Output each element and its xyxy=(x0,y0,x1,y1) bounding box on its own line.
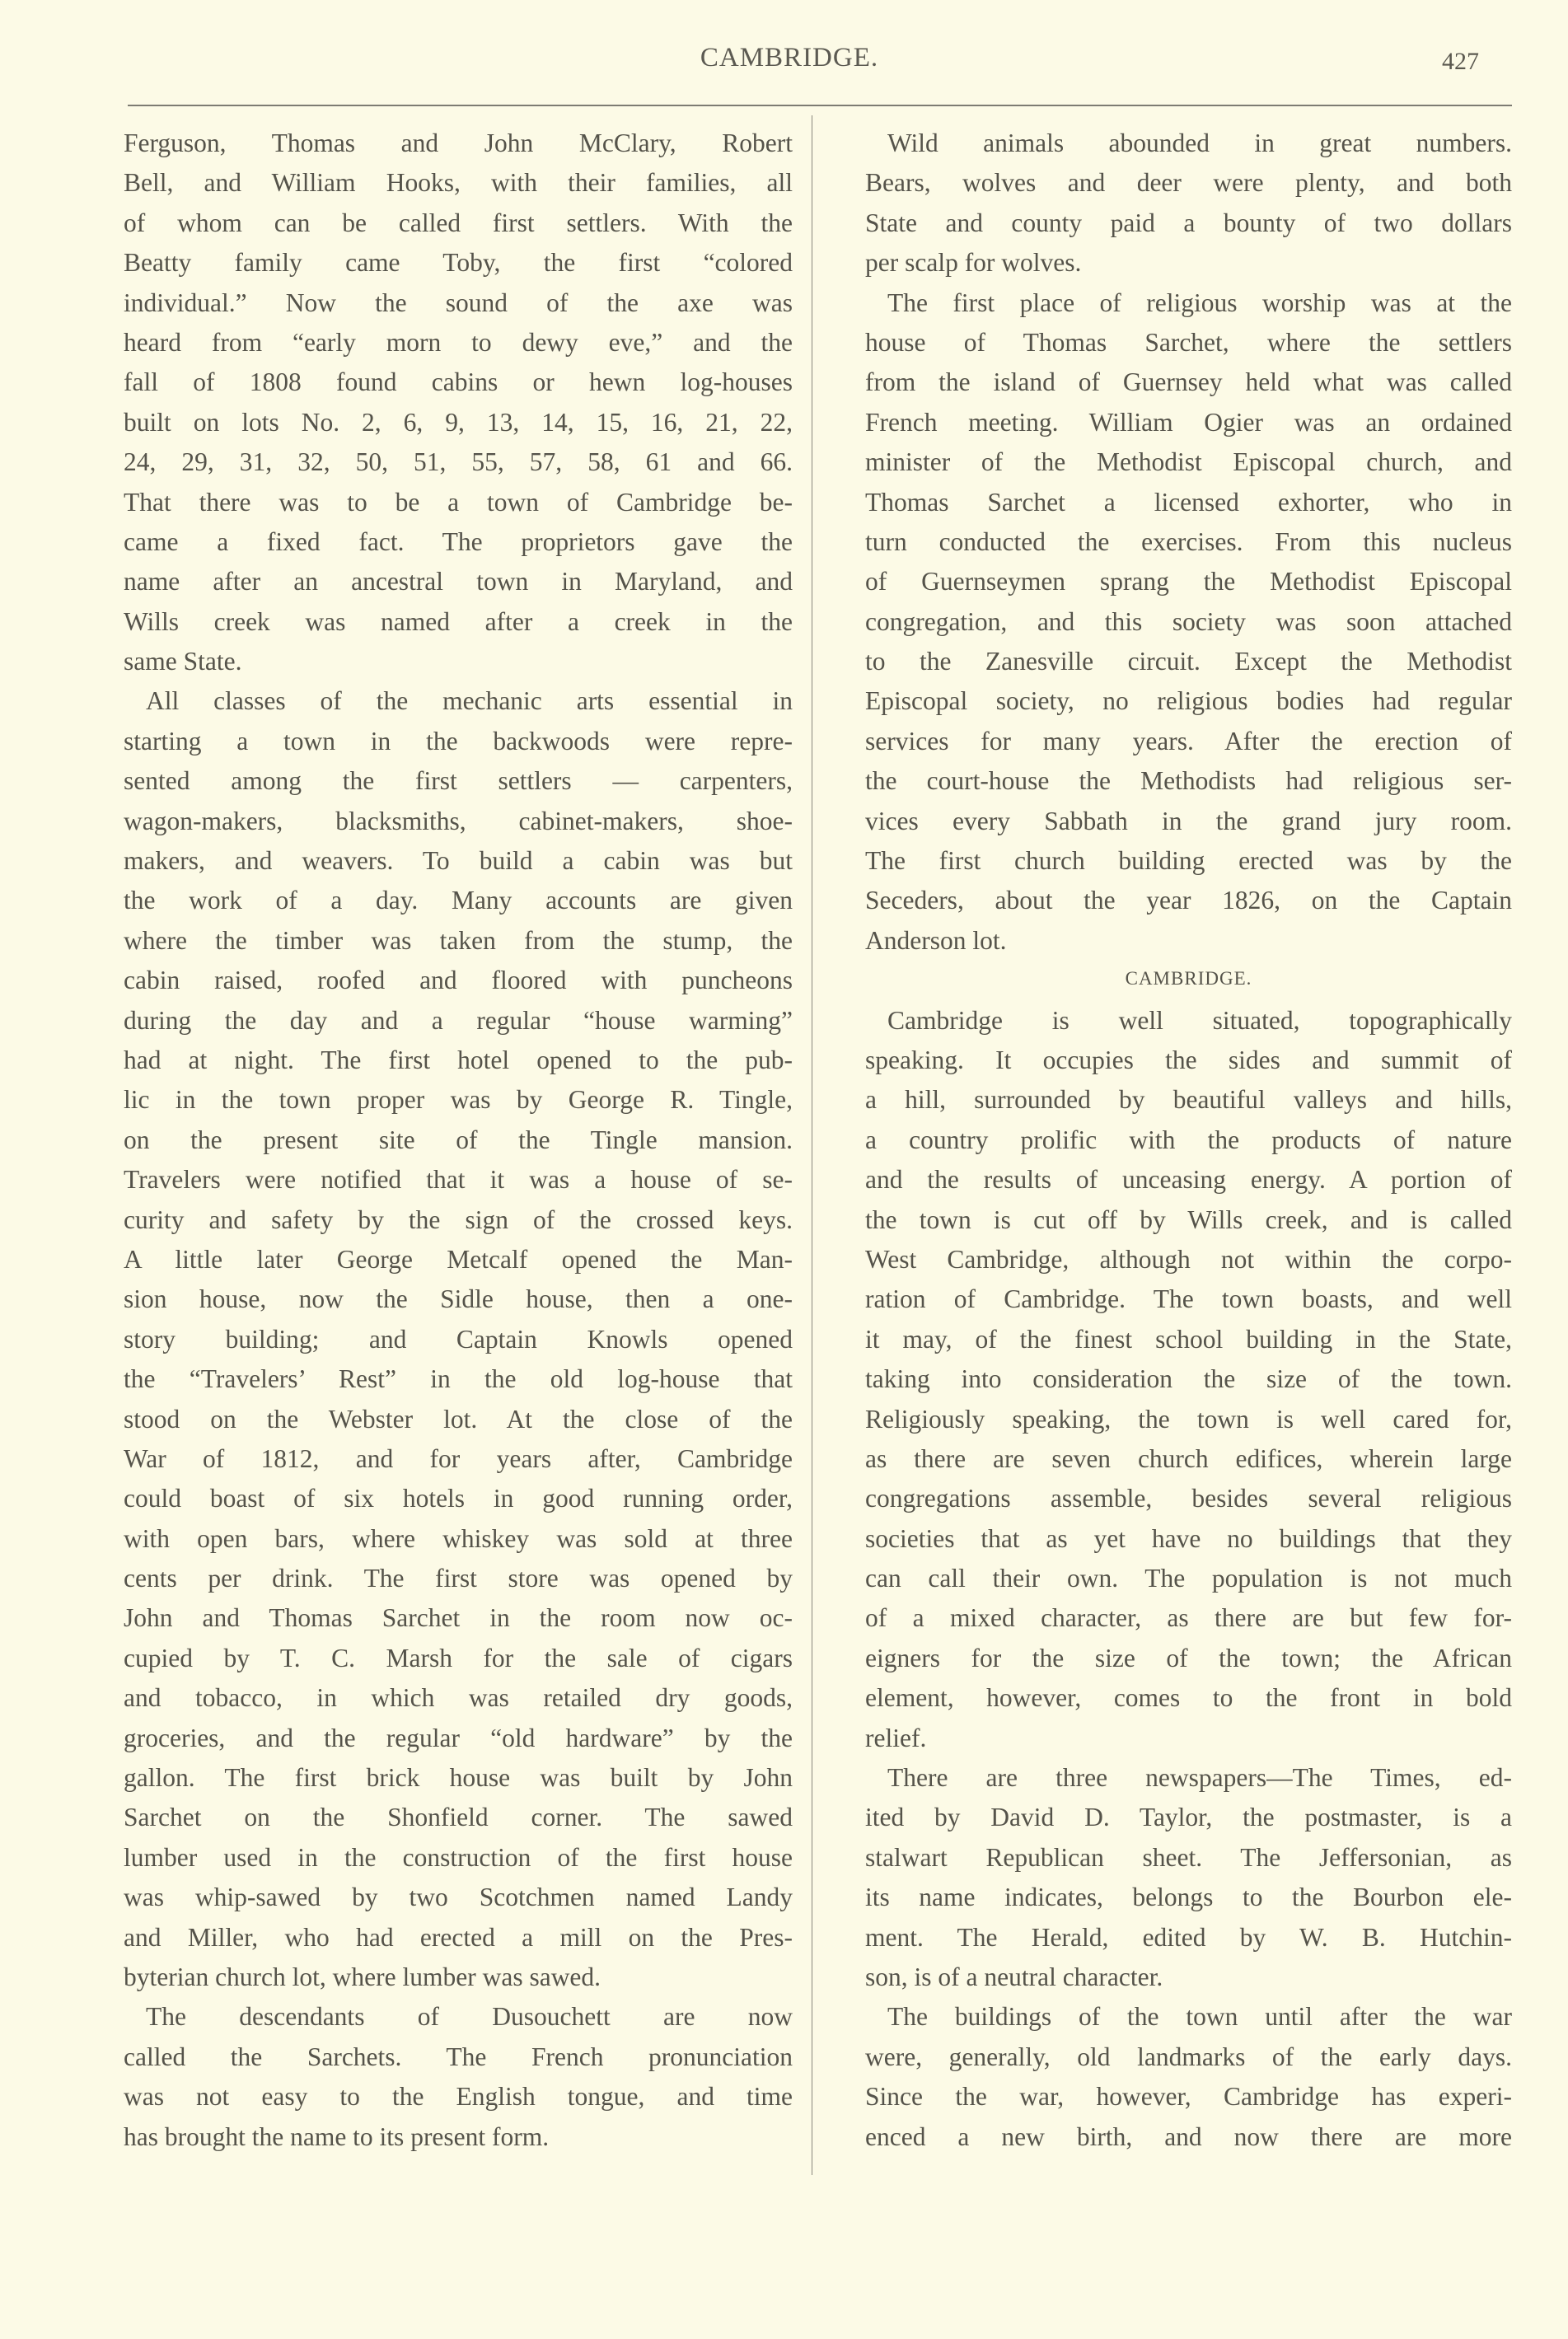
text-line: name after an ancestral town in Maryland, and xyxy=(124,567,793,596)
text-line: Seceders, about the year 1826, on the Captain xyxy=(865,886,1512,915)
text-line: eigners for the size of the town; the African xyxy=(865,1643,1512,1672)
text-line: Since the war, however, Cambridge has experi- xyxy=(865,2082,1512,2112)
text-line: A little later George Metcalf opened the Man- xyxy=(124,1244,793,1274)
text-line: congregations assemble, besides several religious xyxy=(865,1484,1512,1513)
text-line: son, is of a neutral character. xyxy=(865,1962,1163,1991)
text-line: Wills creek was named after a creek in the xyxy=(124,606,793,636)
text-line: societies that as yet have no buildings that they xyxy=(865,1523,1512,1553)
text-line: per scalp for wolves. xyxy=(865,248,1082,278)
text-line: had at night. The first hotel opened to the pub- xyxy=(124,1045,793,1074)
text-line: There are three newspapers—The Times, ed- xyxy=(887,1763,1512,1793)
text-line: byterian church lot, where lumber was sawed. xyxy=(124,1962,601,1991)
text-line: The buildings of the town until after the war xyxy=(887,2002,1512,2032)
text-line: groceries, and the regular “old hardware” by the xyxy=(124,1723,793,1752)
text-line: house of Thomas Sarchet, where the settlers xyxy=(865,327,1512,357)
text-line: 24, 29, 31, 32, 50, 51, 55, 57, 58, 61 and 66. xyxy=(124,447,793,477)
text-line: of whom can be called first settlers. With the xyxy=(124,208,793,237)
text-line: heard from “early morn to dewy eve,” and the xyxy=(124,327,793,357)
text-line: as there are seven church edifices, wherein large xyxy=(865,1443,1512,1473)
paragraph xyxy=(865,1997,1512,2157)
text-line: was whip-sawed by two Scotchmen named Landy xyxy=(124,1883,793,1912)
text-line: fall of 1808 found cabins or hewn log-houses xyxy=(124,367,793,397)
text-line: West Cambridge, although not within the corpo- xyxy=(865,1244,1512,1274)
text-line: stood on the Webster lot. At the close of the xyxy=(124,1404,793,1434)
text-line: has brought the name to its present form. xyxy=(124,2121,550,2151)
text-line: taking into consideration the size of the town. xyxy=(865,1364,1512,1394)
page-header xyxy=(0,43,1568,84)
text-line: makers, and weavers. To build a cabin was but xyxy=(124,846,793,876)
paragraph xyxy=(865,1001,1512,1758)
text-line: Beatty family came Toby, the first “colored xyxy=(124,248,793,278)
text-line: lic in the town proper was by George R. Tingle, xyxy=(124,1085,793,1115)
text-line: curity and safety by the sign of the crossed keys. xyxy=(124,1205,793,1234)
text-line: its name indicates, belongs to the Bourbon ele- xyxy=(865,1883,1512,1912)
text-line: wagon-makers, blacksmiths, cabinet-makers, shoe- xyxy=(124,806,793,835)
text-line: ited by David D. Taylor, the postmaster, is a xyxy=(865,1803,1512,1832)
text-line: sion house, now the Sidle house, then a one- xyxy=(124,1284,793,1314)
text-line: individual.” Now the sound of the axe was xyxy=(124,288,793,317)
text-line: came a fixed fact. The proprietors gave the xyxy=(124,526,793,556)
text-line: to the Zanesville circuit. Except the Methodist xyxy=(865,647,1512,676)
text-line: element, however, comes to the front in bold xyxy=(865,1683,1512,1713)
text-line: speaking. It occupies the sides and summit of xyxy=(865,1045,1512,1074)
text-line: Anderson lot. xyxy=(865,925,1007,955)
text-line: on the present site of the Tingle mansion. xyxy=(124,1125,793,1154)
paragraph xyxy=(865,124,1512,283)
text-line: were, generally, old landmarks of the early days. xyxy=(865,2042,1512,2071)
text-line: Ferguson, Thomas and John McClary, Robert xyxy=(124,129,793,157)
text-line: The descendants of Dusouchett are now xyxy=(146,2002,793,2032)
text-line: cupied by T. C. Marsh for the sale of cigars xyxy=(124,1643,793,1672)
text-line: services for many years. After the erection of xyxy=(865,726,1512,755)
text-line: Travelers were notified that it was a house of se- xyxy=(124,1165,793,1195)
text-line: with open bars, where whiskey was sold at three xyxy=(124,1523,793,1553)
text-line: a hill, surrounded by beautiful valleys and hills, xyxy=(865,1085,1512,1115)
text-line: John and Thomas Sarchet in the room now oc- xyxy=(124,1603,793,1633)
text-line: The first church building erected was by the xyxy=(865,846,1512,876)
text-line: French meeting. William Ogier was an ordained xyxy=(865,407,1512,437)
paragraph xyxy=(124,124,793,681)
text-line: the town is cut off by Wills creek, and is called xyxy=(865,1205,1512,1234)
text-line: the “Travelers’ Rest” in the old log-house that xyxy=(124,1364,793,1394)
text-line: it may, of the finest school building in the State, xyxy=(865,1324,1512,1354)
text-line: the court-house the Methodists had religious ser- xyxy=(865,766,1512,796)
text-line: All classes of the mechanic arts essential in xyxy=(146,686,793,716)
text-line: Bell, and William Hooks, with their families, all xyxy=(124,168,793,198)
text-line: where the timber was taken from the stump, the xyxy=(124,925,793,955)
text-line: ration of Cambridge. The town boasts, and well xyxy=(865,1284,1512,1314)
paragraph xyxy=(124,1997,793,2157)
text-line: from the island of Guernsey held what was called xyxy=(865,367,1512,397)
text-line: congregation, and this society was soon attached xyxy=(865,606,1512,636)
right-column xyxy=(865,124,1512,2157)
header-rule xyxy=(128,105,1512,106)
text-line: story building; and Captain Knowls opened xyxy=(124,1324,793,1354)
text-line: Thomas Sarchet a licensed exhorter, who in xyxy=(865,487,1512,517)
text-line: of a mixed character, as there are but few for- xyxy=(865,1603,1512,1633)
text-line: same State. xyxy=(124,647,242,676)
page-number: 427 xyxy=(1442,48,1479,75)
text-line: That there was to be a town of Cambridge be- xyxy=(124,487,793,517)
text-line: could boast of six hotels in good running order, xyxy=(124,1484,793,1513)
text-line: Religiously speaking, the town is well cared for, xyxy=(865,1404,1512,1434)
text-line: lumber used in the construction of the first house xyxy=(124,1842,793,1872)
text-line: and the results of unceasing energy. A portion of xyxy=(865,1165,1512,1195)
text-line: War of 1812, and for years after, Cambridge xyxy=(124,1443,793,1473)
text-line: State and county paid a bounty of two dollars xyxy=(865,208,1512,237)
left-column xyxy=(124,124,793,2157)
paragraph xyxy=(865,1758,1512,1997)
text-line: and tobacco, in which was retailed dry goods, xyxy=(124,1683,793,1713)
text-line: was not easy to the English tongue, and time xyxy=(124,2082,793,2112)
text-line: during the day and a regular “house warming” xyxy=(124,1005,793,1035)
text-line: built on lots No. 2, 6, 9, 13, 14, 15, 16, 21, 22, xyxy=(124,407,793,437)
paragraph xyxy=(865,283,1512,961)
text-line: relief. xyxy=(865,1723,927,1752)
text-line: called the Sarchets. The French pronunciation xyxy=(124,2042,793,2071)
text-line: vices every Sabbath in the grand jury room. xyxy=(865,806,1512,835)
paragraph xyxy=(124,681,793,1997)
text-line: turn conducted the exercises. From this nucleus xyxy=(865,526,1512,556)
running-title: CAMBRIDGE. xyxy=(700,43,879,73)
text-line: Sarchet on the Shonfield corner. The sawed xyxy=(124,1803,793,1832)
text-line: Wild animals abounded in great numbers. xyxy=(887,129,1512,157)
text-line: Bears, wolves and deer were plenty, and both xyxy=(865,168,1512,198)
text-line: starting a town in the backwoods were repre- xyxy=(124,726,793,755)
text-line: and Miller, who had erected a mill on the Pres- xyxy=(124,1922,793,1952)
section-heading: CAMBRIDGE. xyxy=(1125,968,1252,989)
text-line: cabin raised, roofed and floored with puncheons xyxy=(124,966,793,995)
text-line: Cambridge is well situated, topographically xyxy=(887,1005,1512,1035)
text-line: cents per drink. The first store was opened by xyxy=(124,1564,793,1593)
text-line: can call their own. The population is not much xyxy=(865,1564,1512,1593)
text-line: the work of a day. Many accounts are given xyxy=(124,886,793,915)
text-line: of Guernseymen sprang the Methodist Episcopal xyxy=(865,567,1512,596)
text-line: The first place of religious worship was at the xyxy=(887,288,1512,317)
text-line: stalwart Republican sheet. The Jeffersonian, as xyxy=(865,1842,1512,1872)
text-line: sented among the first settlers — carpenters, xyxy=(124,766,793,796)
text-line: enced a new birth, and now there are more xyxy=(865,2121,1512,2151)
text-line: a country prolific with the products of nature xyxy=(865,1125,1512,1154)
text-line: gallon. The first brick house was built by John xyxy=(124,1763,793,1793)
text-line: minister of the Methodist Episcopal church, and xyxy=(865,447,1512,477)
text-line: ment. The Herald, edited by W. B. Hutchin- xyxy=(865,1922,1512,1952)
text-line: Episcopal society, no religious bodies had regular xyxy=(865,686,1512,716)
